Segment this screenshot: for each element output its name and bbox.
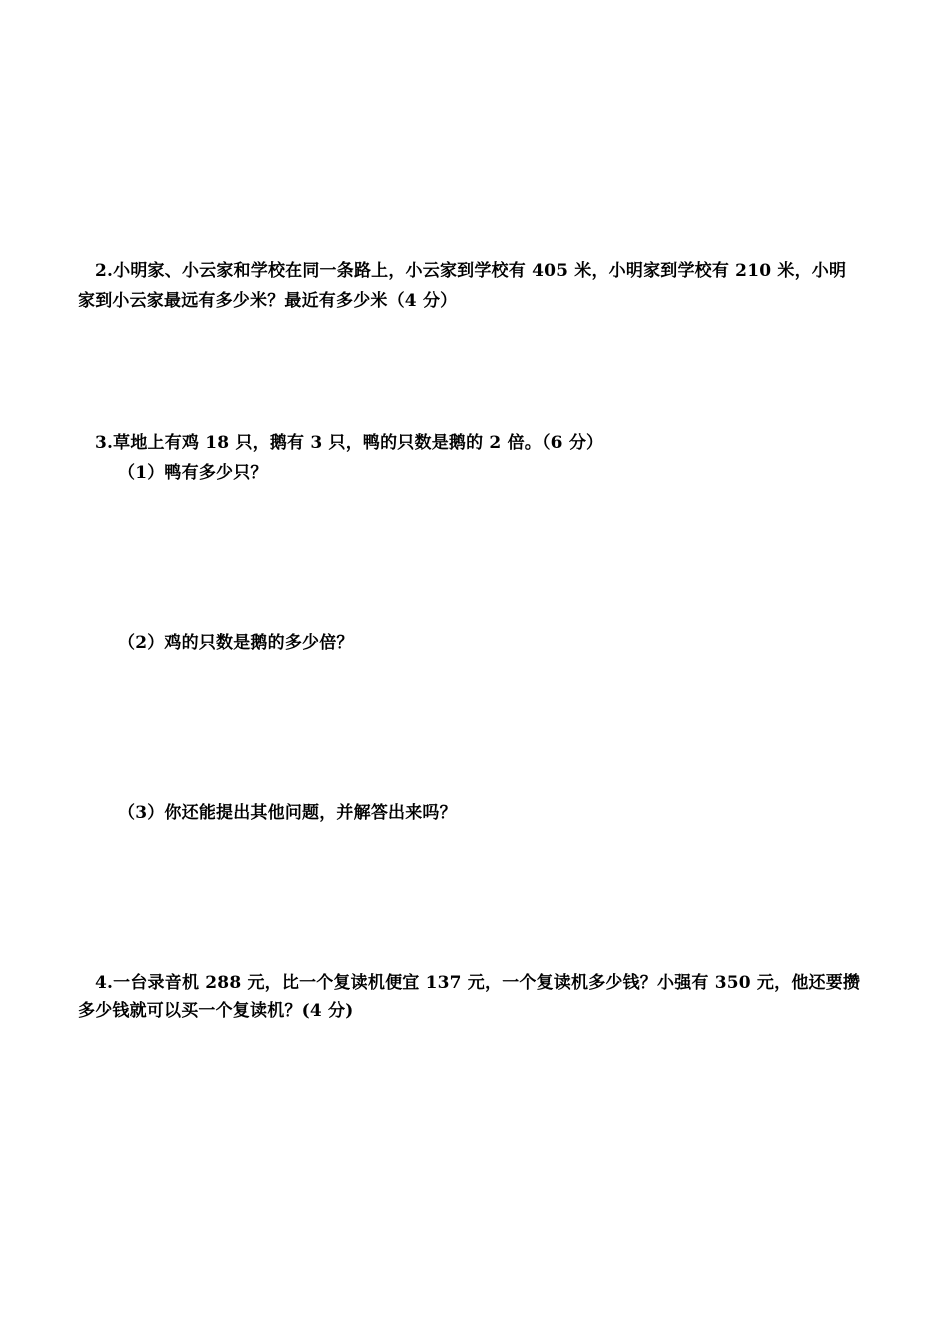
problem-3-subquestion-1: （1）鸭有多少只？ (118, 463, 268, 483)
problem-2-line-2: 家到小云家最远有多少米？最近有多少米（4 分） (78, 291, 458, 311)
problem-4-line-2: 多少钱就可以买一个复读机？(4 分) (78, 1001, 354, 1021)
problem-3-subquestion-2: （2）鸡的只数是鹅的多少倍？ (118, 633, 354, 653)
problem-3-line-1: 3.草地上有鸡 18 只，鹅有 3 只，鸭的只数是鹅的 2 倍。（6 分） (95, 433, 604, 453)
problem-2-line-1: 2.小明家、小云家和学校在同一条路上，小云家到学校有 405 米，小明家到学校有 210 米，小明 (95, 261, 847, 281)
problem-4-line-1: 4.一台录音机 288 元，比一个复读机便宜 137 元，一个复读机多少钱？小强有 350 元，他还要攒 (95, 973, 861, 993)
problem-3-subquestion-3: （3）你还能提出其他问题，并解答出来吗？ (118, 803, 457, 823)
